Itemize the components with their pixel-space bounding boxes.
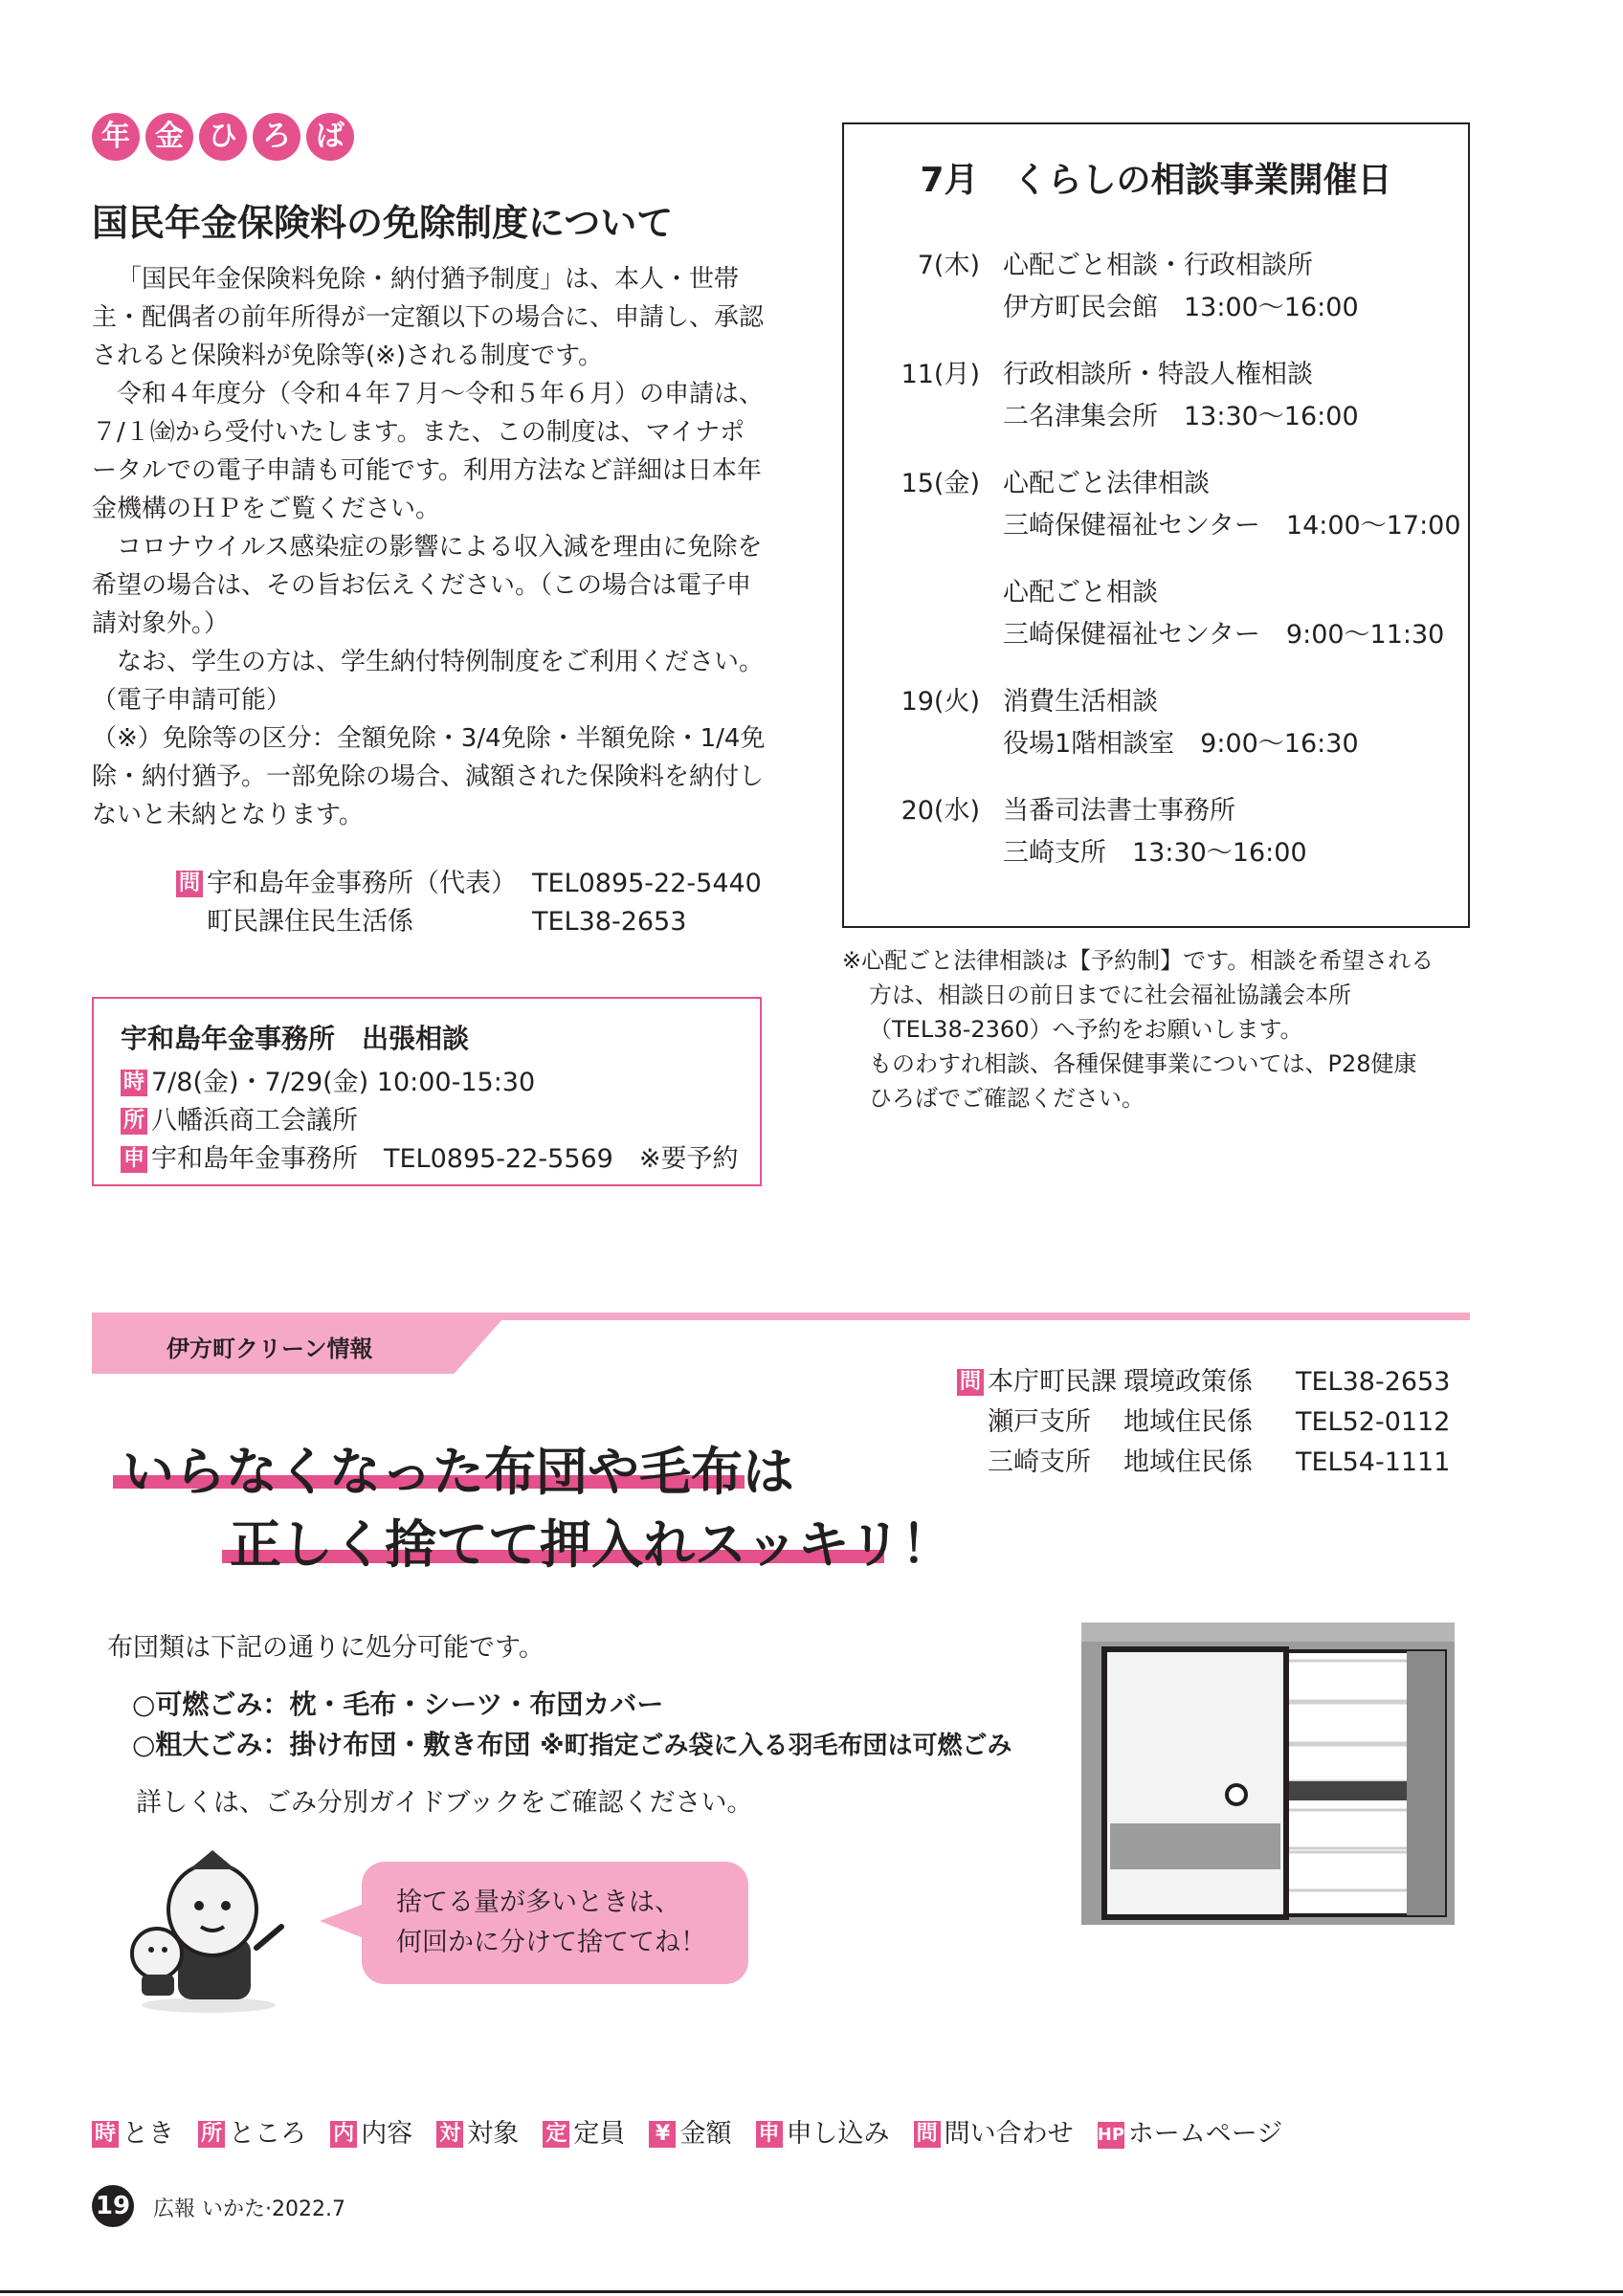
schedule-entry [877,572,1451,656]
clean-intro: 布団類は下記の通りに処分可能です。 [107,1633,545,1663]
badge-char: ば [306,113,354,161]
nenkin-paragraph: なお、学生の方は、学生納付特例制度をご利用ください。（電子申請可能） [92,648,765,715]
nenkin-paragraph: コロナウイルス感染症の影響による収入減を理由に免除を希望の場合は、その旨お伝えください。（この場合は電子申請対象外。） [92,533,763,638]
badge-char: ろ [253,113,300,161]
nenkin-body [92,260,767,834]
shutcho-apply: 宇和島年金事務所 TEL0895-22-5569 ※要予約 [151,1144,739,1174]
note-line: ものわすれ相談、各種保健事業については、P28健康 [869,1050,1417,1077]
speech-bubble [362,1862,748,1984]
bubble-line: 捨てる量が多いときは、 [396,1888,680,1917]
contact-office: 三崎支所 [988,1447,1091,1477]
legend-badge: 内 [330,2121,357,2148]
contact-name: 町民課住民生活係 [207,907,413,937]
clean-contacts [957,1362,1474,1483]
legend-label: 内容 [361,2119,413,2149]
note-line: ※心配ごと法律相談は【予約制】です。相談を希望される [842,947,1434,974]
schedule-event: 行政相談所・特設人権相談 [1003,360,1313,389]
mascot-illustration [113,1843,304,2015]
note-line: （TEL38-2360）へ予約をお願いします。 [869,1016,1303,1043]
legend-badge: ¥ [649,2121,676,2148]
inquiry-badge: 問 [957,1369,984,1396]
schedule-entry [877,354,1451,438]
schedule-place-time: 二名津集会所 13:30〜16:00 [1003,402,1359,431]
legend-item [649,2112,731,2150]
legend-label: ホームページ [1127,2119,1283,2149]
schedule-note [842,943,1483,1115]
nenkin-paragraph: 令和４年度分（令和４年７月〜令和５年６月）の申請は、７/１㈮から受付いたします。また、この制度は、マイナポータルでの電子申請も可能です。利用方法など詳細は日本年金機構のＨＰをご覧ください。 [92,380,765,523]
schedule-event: 消費生活相談 [1003,687,1158,717]
schedule-event: 心配ごと相談 [1003,578,1158,607]
schedule-box [842,122,1470,928]
contact-tel: TEL0895-22-5440 [532,869,762,898]
icon-legend [92,2112,1301,2150]
contact-dept: 環境政策係 [1123,1367,1253,1397]
legend-badge: 対 [436,2121,463,2148]
legend-badge: 問 [914,2121,941,2148]
schedule-entry [877,463,1461,547]
legend-badge: 申 [756,2121,783,2148]
shutcho-row [121,1140,739,1179]
nenkin-contacts [176,865,769,941]
schedule-event: 心配ごと法律相談 [1003,469,1210,498]
schedule-place-time: 三崎保健福祉センター 9:00〜11:30 [1003,620,1445,650]
clean-contact-row [957,1362,1474,1402]
shutcho-place: 八幡浜商工会議所 [151,1106,358,1136]
headline-line-2: 正しく捨てて押入れスッキリ！ [230,1514,953,1575]
schedule-title: 7月 くらしの相談事業開催日 [920,161,1392,200]
schedule-date: 19(火) [900,687,980,717]
contact-tel: TEL38-2653 [532,907,687,937]
legend-badge: 定 [543,2121,569,2148]
nenkin-paragraph: 「国民年金保険料免除・納付猶予制度」は、本人・世帯主・配偶者の前年所得が一定額以下の場合に、申請し、承認されると保険料が免除等(※)される制度です。 [92,265,765,370]
closet-illustration [1081,1623,1455,1925]
schedule-entry [877,790,1451,874]
schedule-place-time: 三崎保健福祉センター 14:00〜17:00 [1003,511,1461,541]
clean-item-burnable: ○可燃ごみ：枕・毛布・シーツ・布団カバー [132,1689,664,1720]
legend-item [543,2112,625,2150]
schedule-place-time: 役場1階相談室 9:00〜16:30 [1003,729,1359,759]
legend-label: 定員 [573,2119,626,2149]
schedule-entry [877,245,1451,329]
legend-item [198,2112,306,2150]
contact-tel: TEL38-2653 [1296,1367,1451,1397]
headline-line-1: いらなくなった布団や毛布は [122,1442,794,1502]
legend-item [1098,2112,1282,2150]
legend-label: 問い合わせ [944,2119,1074,2149]
contact-dept: 地域住民係 [1123,1407,1253,1437]
clean-details: 詳しくは、ごみ分別ガイドブックをご確認ください。 [136,1788,753,1818]
schedule-event: 心配ごと相談・行政相談所 [1003,251,1313,280]
schedule-date: 15(金) [900,469,980,498]
bottom-rule [0,2290,1623,2293]
schedule-date: 7(木) [917,251,980,280]
clean-contact-row [957,1443,1474,1483]
clean-item-bulky [132,1724,1012,1762]
shutcho-time: 7/8(金)・7/29(金) 10:00-15:30 [151,1068,536,1097]
time-badge: 時 [121,1070,147,1096]
legend-item [436,2112,519,2150]
schedule-date: 11(月) [900,360,980,389]
shutcho-box [92,997,762,1186]
contact-office: 本庁町民課 [988,1367,1117,1397]
clean-contact-row [957,1402,1474,1443]
contact-office: 瀬戸支所 [988,1407,1091,1437]
badge-char: 年 [92,113,140,161]
legend-label: 対象 [467,2119,520,2149]
legend-badge: HP [1098,2122,1124,2149]
note-line: ひろばでご確認ください。 [869,1085,1145,1112]
legend-label: 金額 [679,2119,732,2149]
nenkin-note: （※）免除等の区分：全額免除・3/4免除・半額免除・1/4免除・納付猶予。一部免除の場合、減額された保険料を納付しないと未納となります。 [92,724,766,829]
clean-section-label: 伊方町クリーン情報 [167,1336,373,1362]
bubble-line: 何回かに分けて捨ててね！ [396,1928,706,1957]
schedule-entry [877,681,1451,765]
legend-label: ところ [229,2119,307,2149]
nenkin-title: 国民年金保険料の免除制度について [92,202,674,244]
contact-tel: TEL52-0112 [1296,1407,1451,1437]
schedule-date: 20(水) [900,796,980,826]
apply-badge: 申 [121,1146,147,1173]
bulky-text: ○粗大ごみ：掛け布団・敷き布団 [132,1729,531,1760]
nenkin-badge [92,113,360,161]
legend-item [756,2112,890,2150]
schedule-place-time: 伊方町民会館 13:00〜16:00 [1003,293,1359,322]
bulky-note: ※町指定ごみ袋に入る羽毛布団は可燃ごみ [540,1732,1012,1760]
shutcho-row [121,1064,733,1102]
contact-name: 宇和島年金事務所（代表） [207,869,517,898]
badge-char: ひ [199,113,247,161]
legend-badge: 所 [198,2121,225,2148]
legend-label: 申し込み [786,2119,890,2149]
schedule-place-time: 三崎支所 13:30〜16:00 [1003,838,1307,868]
contact-tel: TEL54-1111 [1296,1447,1451,1477]
speech-bubble-tail [320,1904,364,1938]
badge-char: 金 [145,113,193,161]
legend-label: とき [122,2119,174,2149]
legend-badge: 時 [92,2121,119,2148]
contact-row [176,903,769,941]
contact-dept: 地域住民係 [1123,1447,1253,1477]
legend-item [914,2112,1074,2150]
publication-name: 広報 いかた·2022.7 [153,2197,345,2221]
contact-row [176,865,769,903]
inquiry-badge: 問 [176,871,203,897]
shutcho-row [121,1102,733,1140]
schedule-list [877,245,1461,874]
shutcho-title: 宇和島年金事務所 出張相談 [121,1023,470,1054]
legend-item [330,2112,412,2150]
place-badge: 所 [121,1108,147,1135]
page-number: 19 [92,2185,134,2227]
schedule-event: 当番司法書士事務所 [1003,796,1235,826]
note-line: 方は、相談日の前日までに社会福祉協議会本所 [869,982,1351,1008]
legend-item [92,2112,174,2150]
